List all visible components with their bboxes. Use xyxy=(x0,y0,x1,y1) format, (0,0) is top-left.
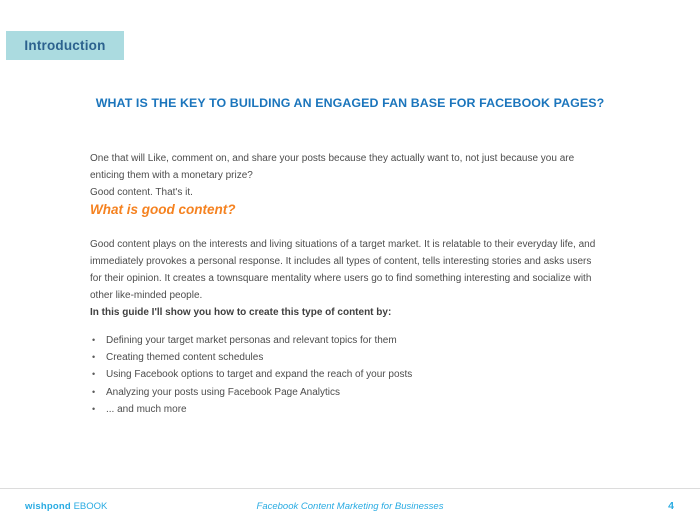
list-item: • Analyzing your posts using Facebook Page Analytics xyxy=(90,384,600,401)
paragraph-good-content: Good content. That's it. xyxy=(90,187,193,198)
wishpond-logo-text: wishpond xyxy=(25,501,71,512)
list-item: • Defining your target market personas and relevant topics for them xyxy=(90,332,600,349)
paragraph-guide-lead: In this guide I'll show you how to create this type of content by: xyxy=(90,307,392,318)
list-item: • Creating themed content schedules xyxy=(90,349,600,366)
bullet-list xyxy=(90,332,600,418)
footer xyxy=(0,500,700,518)
page-title: WHAT IS THE KEY TO BUILDING AN ENGAGED FAN BASE FOR FACEBOOK PAGES? xyxy=(95,96,605,110)
paragraph-description: Good content plays on the interests and living situations of a target market. It is relatable to their everyday life, and immediately provokes a personal response. It includes all types of content, tells interesting stories and asks users for their opinion. It creates a townsquare mentality where users go to find something interesting and socialize with other like-minded people. xyxy=(90,239,596,301)
paragraph-intro: One that will Like, comment on, and share your posts because they actually want to, not just because you are enticing them with a monetary prize? xyxy=(90,153,575,181)
subheading-what-is-good-content: What is good content? xyxy=(90,202,236,217)
list-item: • Using Facebook options to target and expand the reach of your posts xyxy=(90,366,600,383)
section-tab-introduction xyxy=(6,31,124,60)
footer-brand-suffix: EBOOK xyxy=(73,501,108,512)
page-number: 4 xyxy=(668,500,674,512)
footer-divider xyxy=(0,488,700,489)
body-content xyxy=(90,150,600,418)
footer-book-title: Facebook Content Marketing for Businesses xyxy=(256,501,444,512)
list-item: • ... and much more xyxy=(90,401,600,418)
section-tab-label: Introduction xyxy=(24,38,106,53)
